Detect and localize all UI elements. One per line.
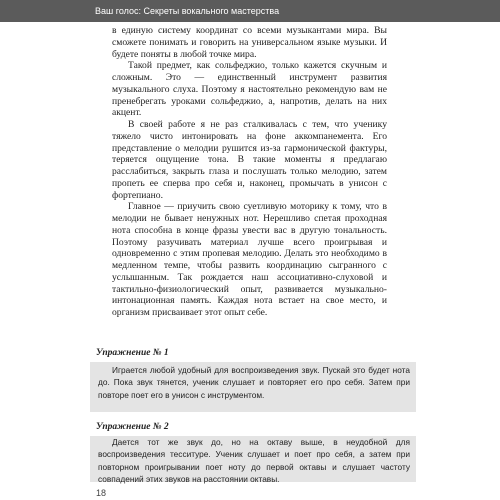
exercise-1-title: Упражнение № 1: [96, 348, 169, 358]
running-header: [0, 0, 500, 22]
paragraph: Главное — приучить свою суетливую моторику к тому, что в мелодии не бывает ненужных нот. Нерешливо спетая проходная нота способна в конце фразы увести вас в другую тональность. Поэтому разучивать материал лучше всего проигрывая и одновременно с этим пропевая мелодию. Делать это необходимо в медленном темпе, чтобы развить координацию сыгранного с услышанным. Так рождается наш ассоциативно-слуховой и тактильно-физиологический опыт, развивается музыкально-интонационная память. Каждая нота встает на свое место, и организм присваивает этот опыт себе.: [112, 201, 387, 318]
book-title: Ваш голос: Секреты вокального мастерства: [95, 6, 280, 16]
exercise-1-paragraph: Играется любой удобный для воспроизведения звук. Пускай это будет нота до. Пока звук тянется, ученик слушает и повторяет его про себя. Затем при повторе поет его в унисон с инструментом.: [98, 365, 410, 400]
exercise-2-text: [98, 436, 410, 486]
paragraph: Такой предмет, как сольфеджио, только кажется скучным и сложным. Это — единственный инструмент развития музыкального слуха. Поэтому я настоятельно рекомендую вам не пренебрегать уроками сольфеджио, а, напротив, делать на них акцент.: [112, 60, 387, 119]
paragraph: в единую систему координат со всеми музыкантами мира. Вы сможете понимать и говорить на универсальном языке музыки. И будете поняты в любой точке мира.: [112, 25, 387, 60]
exercise-1-text: [98, 364, 410, 401]
exercise-2-paragraph: Дается тот же звук до, но на октаву выше, в неудобной для воспроизведения тесситуре. Ученик слушает и поет про себя, а затем при повторном проигрывании поет ноту до первой октавы и слушает частоту совпадений этих звуков на расстоянии октавы.: [98, 437, 410, 485]
exercise-2-title: Упражнение № 2: [96, 422, 169, 432]
page-number: 18: [96, 488, 107, 498]
main-text: [112, 25, 387, 319]
paragraph: В своей работе я не раз сталкивалась с тем, что ученику тяжело чисто интонировать на фоне аккомпанемента. Его представление о мелодии рушится из-за гармонической фактуры, теряется ощущение тона. В такие моменты я предлагаю расслабиться, закрыть глаза и послушать только мелодию, затем пропеть ее сперва про себя и, наконец, промычать в унисон с фортепиано.: [112, 119, 387, 201]
